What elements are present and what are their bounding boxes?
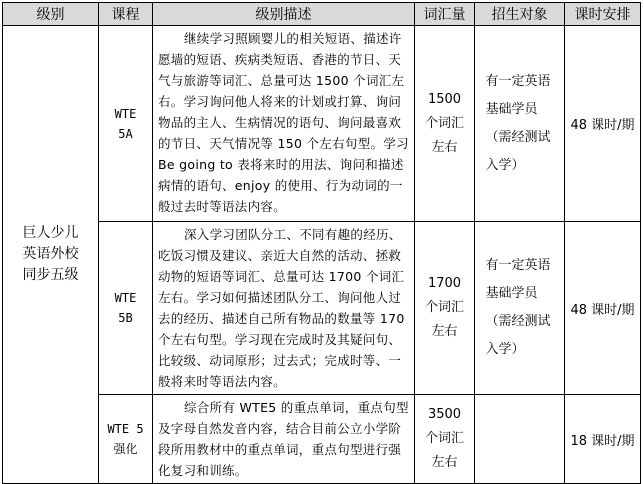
table-row: [3, 26, 641, 222]
hours-cell: 48 课时/期: [565, 26, 641, 222]
vocabulary-cell: [415, 26, 475, 222]
level-cell: [3, 26, 99, 484]
header-course: 课程: [99, 3, 153, 26]
vocabulary-text: 3500 个词汇左右: [424, 407, 464, 470]
course-cell: [99, 222, 153, 395]
target-cell: [475, 222, 565, 395]
header-hours: 课时安排: [565, 3, 641, 26]
course-text: WTE 5 强化: [107, 422, 144, 456]
course-text: WTE 5A: [114, 106, 137, 141]
header-target: 招生对象: [475, 3, 565, 26]
hours-cell: 48 课时/期: [565, 222, 641, 395]
target-cell: [475, 395, 565, 484]
target-text: 有一定英语基础学员（需经测试入学）: [485, 258, 551, 357]
description-cell: 深入学习团队分工、不同有趣的经历、吃饭习惯及建议、亲近大自然的活动、拯救动物的短语等词汇、总量可达 1700 个词汇左右。学习如何描述团队分工、询问他人过去的经历、描述自己所有物品的数量等 170 个左右句型。学习现在完成时及其疑问句、比较级、动词原形；过去式；完成时等、一般将来时等语法内容。: [153, 222, 415, 395]
vocabulary-cell: [415, 222, 475, 395]
table-row: [3, 222, 641, 395]
vocabulary-text: 1700 个词汇左右: [424, 276, 464, 339]
table-row: [3, 395, 641, 484]
vocabulary-cell: [415, 395, 475, 484]
vocabulary-text: 1500 个词汇左右: [424, 91, 464, 155]
description-cell: 继续学习照顾婴儿的相关短语、描述许愿墙的短语、疾病类短语、香港的节日、天气与旅游等词汇、总量可达 1500 个词汇左右。学习询问他人将来的计划或打算、询问物品的主人、生病情况的语句、询问最喜欢的节日、天气情况等 150 个左右句型。学习 Be going to 表将来时的用法、询问和描述病情的语句、enjoy 的使用、行为动词的一般过去时等语法内容。: [153, 26, 415, 222]
target-text: 有一定英语基础学员（需经测试入学）: [485, 73, 551, 173]
course-table: [2, 2, 641, 484]
course-cell: [99, 395, 153, 484]
course-cell: [99, 26, 153, 222]
header-row: [3, 3, 641, 26]
course-text: WTE 5B: [114, 291, 137, 325]
description-cell: 综合所有 WTE5 的重点单词，重点句型及字母自然发音内容，结合目前公立小学阶段所用教材中的重点单词，重点句型进行强化复习和训练。: [153, 395, 415, 484]
header-vocabulary: 词汇量: [415, 3, 475, 26]
target-cell: [475, 26, 565, 222]
header-description: 级别描述: [153, 3, 415, 26]
hours-cell: 18 课时/期: [565, 395, 641, 484]
header-level: 级别: [3, 3, 99, 26]
level-text: 巨人少儿英语外校同步五级: [22, 225, 79, 283]
